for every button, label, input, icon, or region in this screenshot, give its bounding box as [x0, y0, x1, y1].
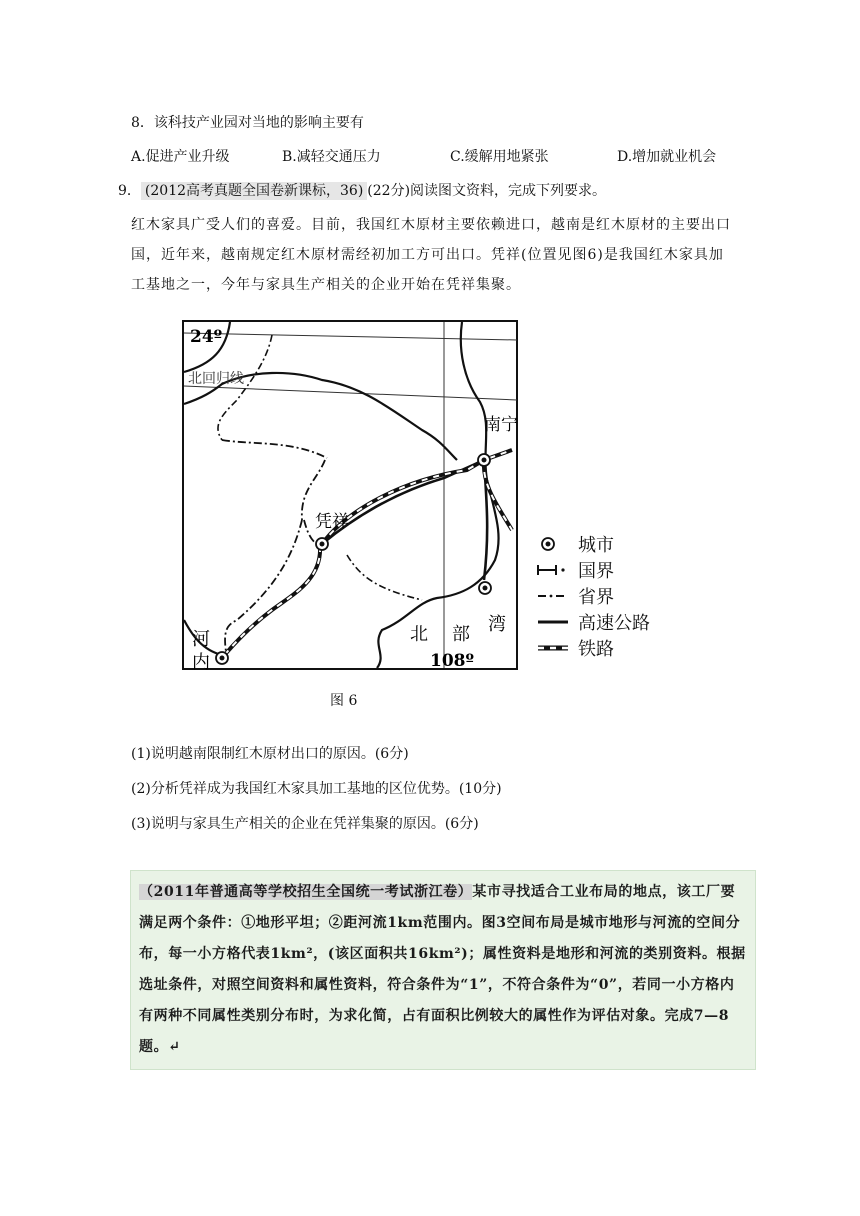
- q8-option-d: D.增加就业机会: [617, 149, 717, 165]
- box-source: （2011年普通高等学校招生全国统一考试浙江卷）: [139, 884, 473, 900]
- q9-number: 9．: [118, 183, 141, 199]
- provincial-border-icon: [536, 584, 576, 608]
- railway-icon: [536, 636, 576, 660]
- subquestion-3: (3)说明与家具生产相关的企业在凭祥集聚的原因。(6分): [131, 816, 479, 832]
- q9-paragraph: 红木家具广受人们的喜爱。目前，我国红木原材主要依赖进口，越南是红木原材的主要出口国，近年来，越南规定红木原材需经初加工方可出口。凭祥(位置见图6)是我国红木家具加工基地之一，今年与家具生产相关的企业开始在凭祥集聚。: [131, 217, 731, 293]
- hanoi-label-2: 内: [192, 652, 210, 672]
- expressway-icon: [536, 610, 576, 634]
- q8-stem: 8．该科技产业园对当地的影响主要有: [131, 115, 364, 131]
- q9-source: (2012高考真题全国卷新课标，36): [141, 182, 367, 200]
- legend-row-national-border: 国界: [536, 558, 614, 582]
- legend-row-railway: 铁路: [536, 636, 614, 660]
- pingxiang-label: 凭祥: [315, 512, 349, 532]
- legend-row-provincial-border: 省界: [536, 584, 614, 608]
- tropic-label: 北回归线: [188, 371, 244, 387]
- city-icon: [536, 532, 576, 556]
- legend-row-expressway: 高速公路: [536, 610, 650, 634]
- figure-caption: 图 6: [330, 693, 358, 709]
- box-text: 某市寻找适合工业布局的地点，该工厂要满足两个条件：①地形平坦；②距河流1km范围内。图3空间布局是城市地形与河流的空间分布，每一小方格代表1km²，(该区面积共16km²)；属性资料是地形和河流的类别资料。根据选址条件，对照空间资料和属性资料，符合条件为“1”，不符合条件为“0”，若同一小方格内有两种不同属性类别分布时，为求化简，占有面积比例较大的属性作为评估对象。完成7—8题。↵: [139, 884, 746, 1055]
- map-legend: [536, 528, 686, 668]
- q8-option-c: C.缓解用地紧张: [450, 149, 549, 165]
- national-border-icon: [536, 558, 576, 582]
- sea-label-3: 湾: [488, 614, 506, 635]
- q8-option-a: A.促进产业升级: [131, 149, 230, 165]
- sea-label-1: 北: [410, 624, 428, 645]
- q9-score-text: (22分)阅读图文资料，完成下列要求。: [367, 183, 607, 199]
- subquestion-1: (1)说明越南限制红木原材出口的原因。(6分): [131, 746, 409, 762]
- lat-label: 24º: [190, 327, 223, 347]
- legend-row-city: 城市: [536, 532, 614, 556]
- map-figure: [182, 320, 520, 672]
- reference-box: [130, 870, 756, 1070]
- q8-option-b: B.减轻交通压力: [282, 149, 381, 165]
- hanoi-label-1: 河: [192, 629, 210, 650]
- subquestion-2: (2)分析凭祥成为我国红木家具加工基地的区位优势。(10分): [131, 781, 502, 797]
- lon-label: 108º: [430, 651, 474, 671]
- nanning-label: 南宁: [484, 415, 518, 435]
- sea-label-2: 部: [452, 624, 470, 645]
- q9-header: [118, 180, 606, 200]
